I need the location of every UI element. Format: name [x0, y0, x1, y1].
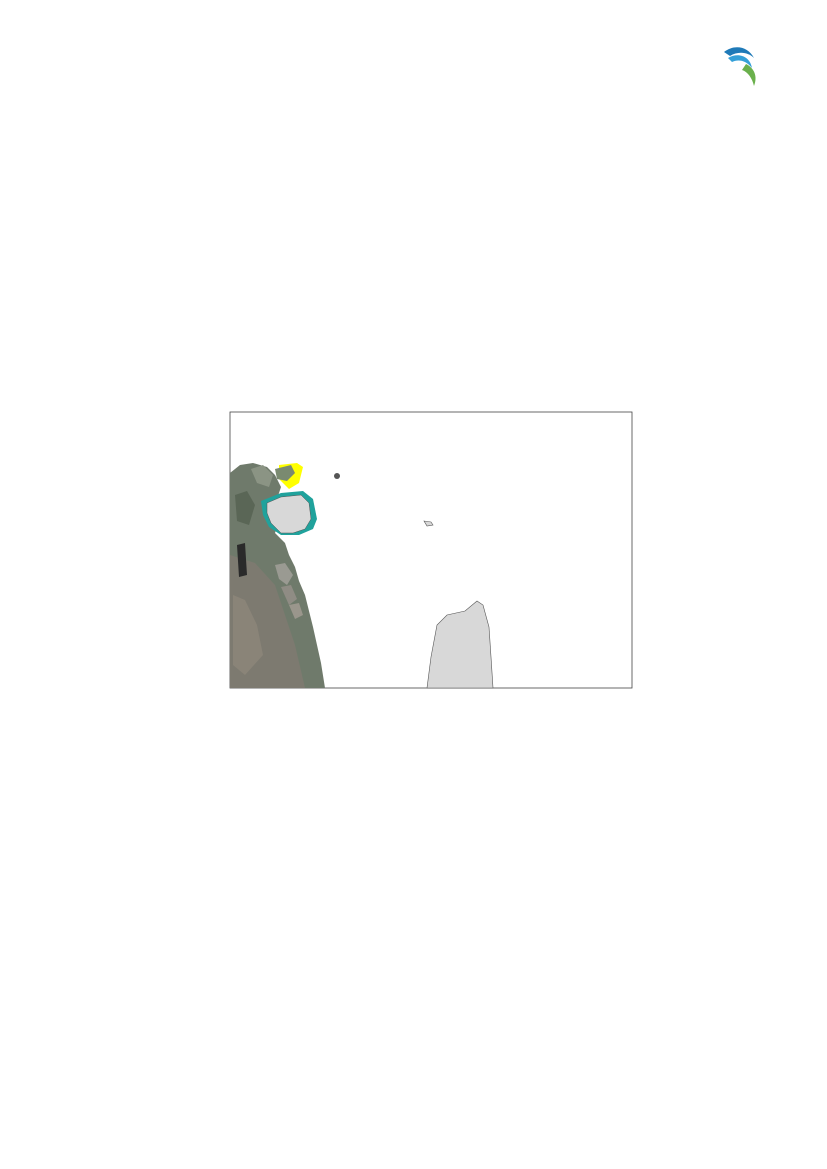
map-svg: [185, 395, 650, 725]
trekroner-island: [334, 473, 340, 479]
wave-logo-icon: [688, 42, 760, 92]
wave-height-map-figure: [185, 395, 650, 725]
dhi-logo: [688, 42, 760, 92]
